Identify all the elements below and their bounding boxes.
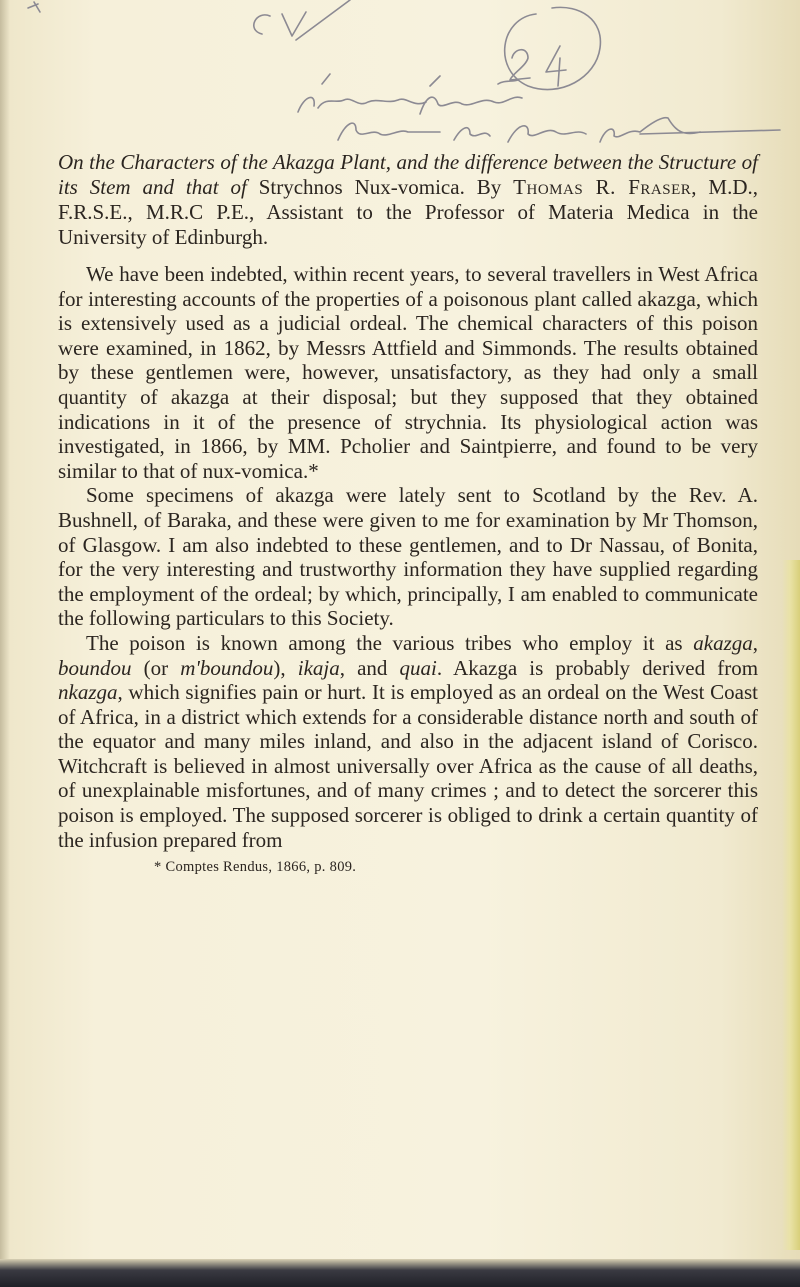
p3-text: . Akazga is probably derived from [436,655,759,680]
p3-text: , which signifies pain or hurt. It is employed as an ordeal on the West Coast of Africa, in a district which extends for a considerable distance north and south of the equator and many miles inland, and also in the adjacent island of Corisco. Witchcraft is believed in almost universally over Africa as the cause of all deaths, of unexplainable misfortunes, and of many crimes ; and to detect the sorcerer this poison is employed. The supposed sorcerer is obliged to drink a certain quantity of the infusion prepared from [58,680,758,852]
footnote: * Comptes Rendus, 1866, p. 809. [154,859,357,876]
page-edge-stain [782,560,800,1250]
author-name: Thomas R. Fraser [513,175,692,199]
p3-text: (or [143,655,169,680]
article-body [58,150,758,876]
p3-text: ), [273,655,286,680]
binding-shadow [0,0,10,1287]
term-nkazga: nkazga [58,680,118,705]
p3-text: The poison is known among the various tribes who employ it as [86,630,683,655]
p3-text: , [752,630,758,655]
handwritten-annotation [0,0,800,170]
article-title [58,150,758,250]
term-akazga: akazga [693,630,753,655]
paragraph-2: Some specimens of akazga were lately sent to Scotland by the Rev. A. Bushnell, of Baraka, and these were given to me for examination by Mr Thomson, of Glasgow. I am also indebted to these gentlemen, and to Dr Nassau, of Bonita, for the very interesting and trustworthy information they have supplied regarding the employment of the ordeal; by which, principally, I am enabled to communicate the following particulars to this Society. [58,483,758,631]
term-boundou: boundou [58,655,132,680]
scan-bottom-edge [0,1259,800,1287]
term-mboundou: m'boundou [180,655,274,680]
p3-text: , and [339,655,388,680]
term-ikaja: ikaja [297,655,340,680]
term-quai: quai [399,655,437,680]
paragraph-1: We have been indebted, within recent years, to several travellers in West Africa for interesting accounts of the properties of a poisonous plant called akazga, which is extensively used as a judicial ordeal. The chemical characters of this poison were examined, in 1862, by Messrs Attfield and Simmonds. The results obtained by these gentlemen were, however, unsatisfactory, as they had only a small quantity of akazga at their disposal; but they supposed that they obtained indications in it of the presence of strychnia. Its physiological action was investigated, in 1866, by MM. Pcholier and Saintpierre, and found to be very similar to that of nux-vomica.* [58,262,758,483]
title-italic: On the Characters of the Akazga Plant, and the difference between the Structure of its Stem and that of [58,150,758,199]
author-credentials: , M.D., F.R.S.E., M.R.C P.E., Assistant to the Professor of Materia Medica in the University of Edinburgh. [58,175,759,249]
paragraph-3 [58,631,758,852]
title-roman: Strychnos Nux-vomica. By [258,175,502,199]
